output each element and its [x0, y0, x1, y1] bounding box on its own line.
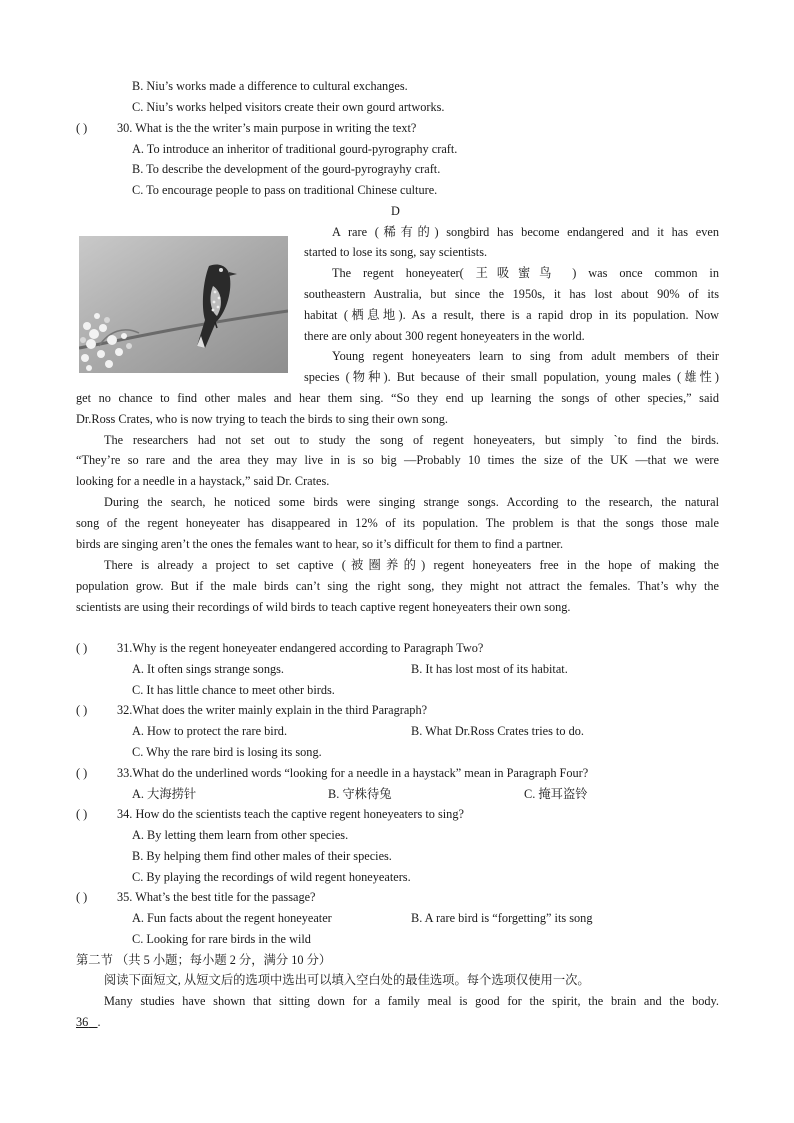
q34-option-c: C. By playing the recordings of wild regent honeyeaters. — [132, 870, 411, 884]
q34-stem: 34. How do the scientists teach the captive regent honeyeaters to sing? — [117, 807, 464, 821]
section2-text: Many studies have shown that sitting down for a family meal is good for the spirit, the brain and the body. — [104, 994, 719, 1008]
q29-option-b: B. Niu’s works made a difference to cultural exchanges. — [132, 79, 408, 93]
q32-stem: 32.What does the writer mainly explain in the third Paragraph? — [117, 703, 428, 717]
passage-letter: D — [391, 204, 400, 218]
passage-line-14: During the search, he noticed some birds were singing strange songs. According to the research, the natural — [104, 495, 719, 509]
q35-option-b: B. A rare bird is “forgetting” its song — [411, 911, 593, 925]
passage-line-4: southeastern Australia, but since the 1950s, it has lost about 90% of its — [304, 287, 719, 301]
bird-photo — [79, 236, 288, 373]
passage-line-17: There is already a project to set captive (被圈养的) regent honeyeaters free in the hope of making the — [104, 558, 719, 572]
q31-option-a: A. It often sings strange songs. — [132, 662, 284, 676]
section2-heading: 第二节 （共 5 小题；每小题 2 分，满分 10 分） — [76, 953, 332, 967]
q30-bracket: ( ) — [76, 121, 88, 135]
passage-line-2: started to lose its song, say scientists. — [304, 245, 488, 259]
q32-option-c: C. Why the rare bird is losing its song. — [132, 745, 322, 759]
q33-option-c: C. 掩耳盗铃 — [524, 787, 588, 801]
blank-36-end: . — [97, 1015, 101, 1029]
section2-instruction: 阅读下面短文, 从短文后的选项中选出可以填入空白处的最佳选项。每个选项仅使用一次。 — [104, 973, 590, 987]
q30-stem: 30. What is the the writer’s main purpose in writing the text? — [117, 121, 417, 135]
q32-bracket: ( ) — [76, 703, 88, 717]
passage-line-15: song of the regent honeyeater has disappeared in 12% of its population. The problem is that the songs those male — [76, 516, 719, 530]
q35-option-a: A. Fun facts about the regent honeyeater — [132, 911, 332, 925]
passage-line-6: there are only about 300 regent honeyeaters in the world. — [304, 329, 585, 343]
passage-line-11: The researchers had not set out to study the song of regent honeyeaters, but simply `to find the birds. — [104, 433, 719, 447]
q33-option-a: A. 大海捞针 — [132, 787, 197, 801]
q34-bracket: ( ) — [76, 807, 88, 821]
passage-line-19: scientists are using their recordings of wild birds to teach captive regent honeyeaters their own song. — [76, 600, 571, 614]
q33-bracket: ( ) — [76, 766, 88, 780]
passage-line-1: A rare (稀有的) songbird has become endangered and it has even — [332, 225, 719, 239]
q33-stem: 33.What do the underlined words “looking for a needle in a haystack” mean in Paragraph Four? — [117, 766, 589, 780]
q30-option-c: C. To encourage people to pass on traditional Chinese culture. — [132, 183, 438, 197]
q33-option-b: B. 守株待兔 — [328, 787, 392, 801]
q35-option-c: C. Looking for rare birds in the wild — [132, 932, 311, 946]
q31-option-c: C. It has little chance to meet other birds. — [132, 683, 335, 697]
q34-option-b: B. By helping them find other males of their species. — [132, 849, 392, 863]
passage-line-10: Dr.Ross Crates, who is now trying to teach the birds to sing their own song. — [76, 412, 448, 426]
passage-line-9: get no chance to find other males and hear them sing. “So they end up learning the songs of other species,” said — [76, 391, 719, 405]
blank-36[interactable]: 36 — [76, 1015, 89, 1029]
q29-option-c: C. Niu’s works helped visitors create their own gourd artworks. — [132, 100, 445, 114]
q31-stem: 31.Why is the regent honeyeater endangered according to Paragraph Two? — [117, 641, 484, 655]
passage-line-18: population grow. But if the male birds can’t sing the right song, they might not attract the females. That’s why the — [76, 579, 719, 593]
q32-option-b: B. What Dr.Ross Crates tries to do. — [411, 724, 584, 738]
q30-option-a: A. To introduce an inheritor of traditional gourd-pyrography craft. — [132, 142, 458, 156]
q30-option-b: B. To describe the development of the gourd-pyrograyhy craft. — [132, 162, 441, 176]
passage-line-12: “They’re so rare and the area they may live in is so big —Probably 10 times the size of the UK —that we were — [76, 453, 719, 467]
q35-bracket: ( ) — [76, 890, 88, 904]
q31-bracket: ( ) — [76, 641, 88, 655]
passage-line-5: habitat (栖息地). As a result, there is a rapid drop in its population. Now — [304, 308, 719, 322]
passage-line-3: The regent honeyeater( 王吸蜜鸟 ) was once common in — [332, 266, 719, 280]
passage-line-16: birds are singing aren’t the ones the females want to hear, so it’s difficult for them to find a partner. — [76, 537, 564, 551]
passage-line-13: looking for a needle in a haystack,” said Dr. Crates. — [76, 474, 330, 488]
passage-line-7: Young regent honeyeaters learn to sing from adult members of their — [332, 349, 719, 363]
q35-stem: 35. What’s the best title for the passage? — [117, 890, 316, 904]
passage-line-8: species (物种). But because of their small population, young males (雄性) — [304, 370, 719, 384]
q31-option-b: B. It has lost most of its habitat. — [411, 662, 568, 676]
blank-36-line — [76, 1014, 101, 1030]
q32-option-a: A. How to protect the rare bird. — [132, 724, 288, 738]
q34-option-a: A. By letting them learn from other species. — [132, 828, 349, 842]
